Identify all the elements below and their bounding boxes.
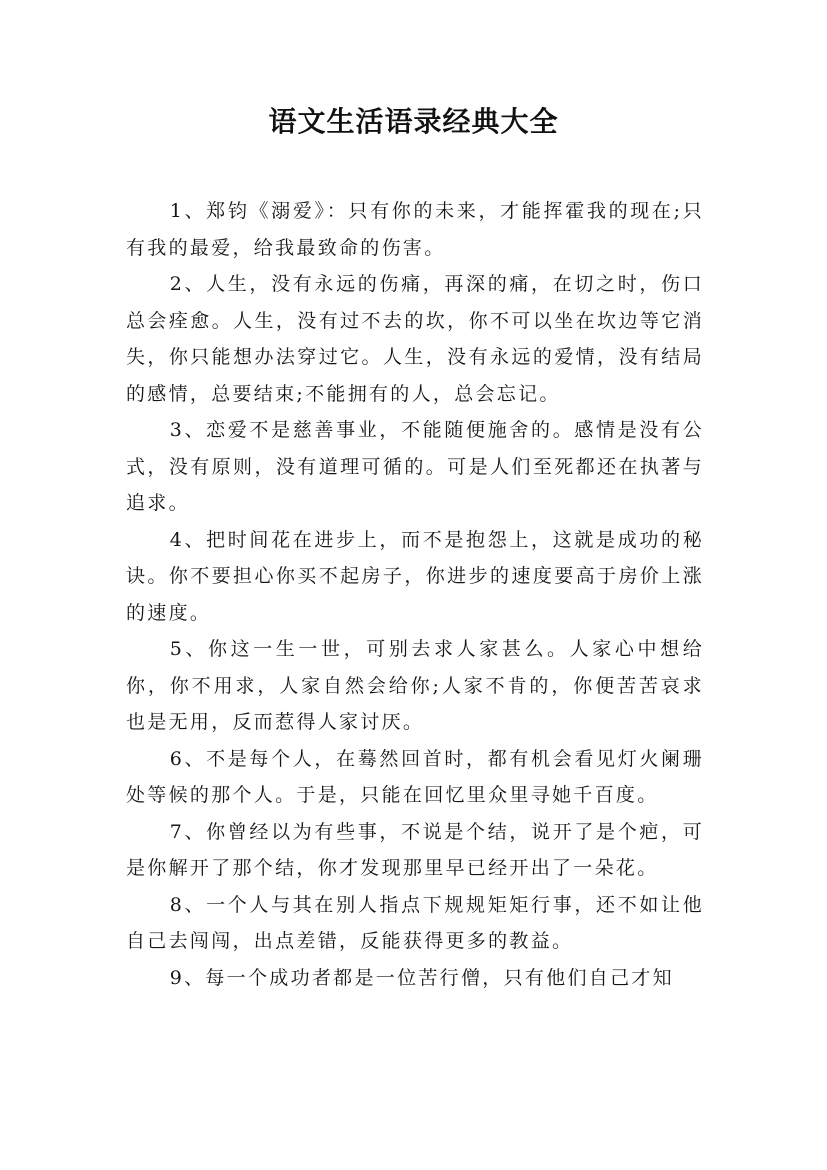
paragraph-1: 1、郑钧《溺爱》：只有你的未来，才能挥霍我的现在;只有我的最爱，给我最致命的伤害。 [126, 200, 704, 259]
document-title: 语文生活语录经典大全 [268, 105, 559, 138]
paragraph-4: 4、把时间花在进步上，而不是抱怨上，这就是成功的秘诀。你不要担心你买不起房子，你进步的速度要高于房价上涨的速度。 [126, 528, 704, 624]
paragraph-3: 3、恋爱不是慈善事业，不能随便施舍的。感情是没有公式，没有原则，没有道理可循的。可是人们至死都还在执著与追求。 [126, 419, 704, 514]
paragraph-7: 7、你曾经以为有些事，不说是个结，说开了是个疤，可是你解开了那个结，你才发现那里早已经开出了一朵花。 [126, 820, 704, 879]
paragraph-9: 9、每一个成功者都是一位苦行僧，只有他们自己才知 [169, 966, 674, 989]
paragraph-6: 6、不是每个人，在蓦然回首时，都有机会看见灯火阑珊处等候的那个人。于是，只能在回忆里众里寻她千百度。 [126, 747, 704, 806]
paragraph-5: 5、你这一生一世，可别去求人家甚么。人家心中想给你，你不用求，人家自然会给你;人家不肯的，你便苦苦哀求也是无用，反而惹得人家讨厌。 [126, 638, 704, 733]
document-body [126, 193, 704, 996]
paragraph-2: 2、人生，没有永远的伤痛，再深的痛，在切之时，伤口总会痊愈。人生，没有过不去的坎，你不可以坐在坎边等它消失，你只能想办法穿过它。人生，没有永远的爱情，没有结局的感情，总要结束;不能拥有的人，总会忘记。 [126, 273, 704, 405]
paragraph-8: 8、一个人与其在别人指点下规规矩矩行事，还不如让他自己去闯闯，出点差错，反能获得更多的教益。 [126, 893, 704, 952]
